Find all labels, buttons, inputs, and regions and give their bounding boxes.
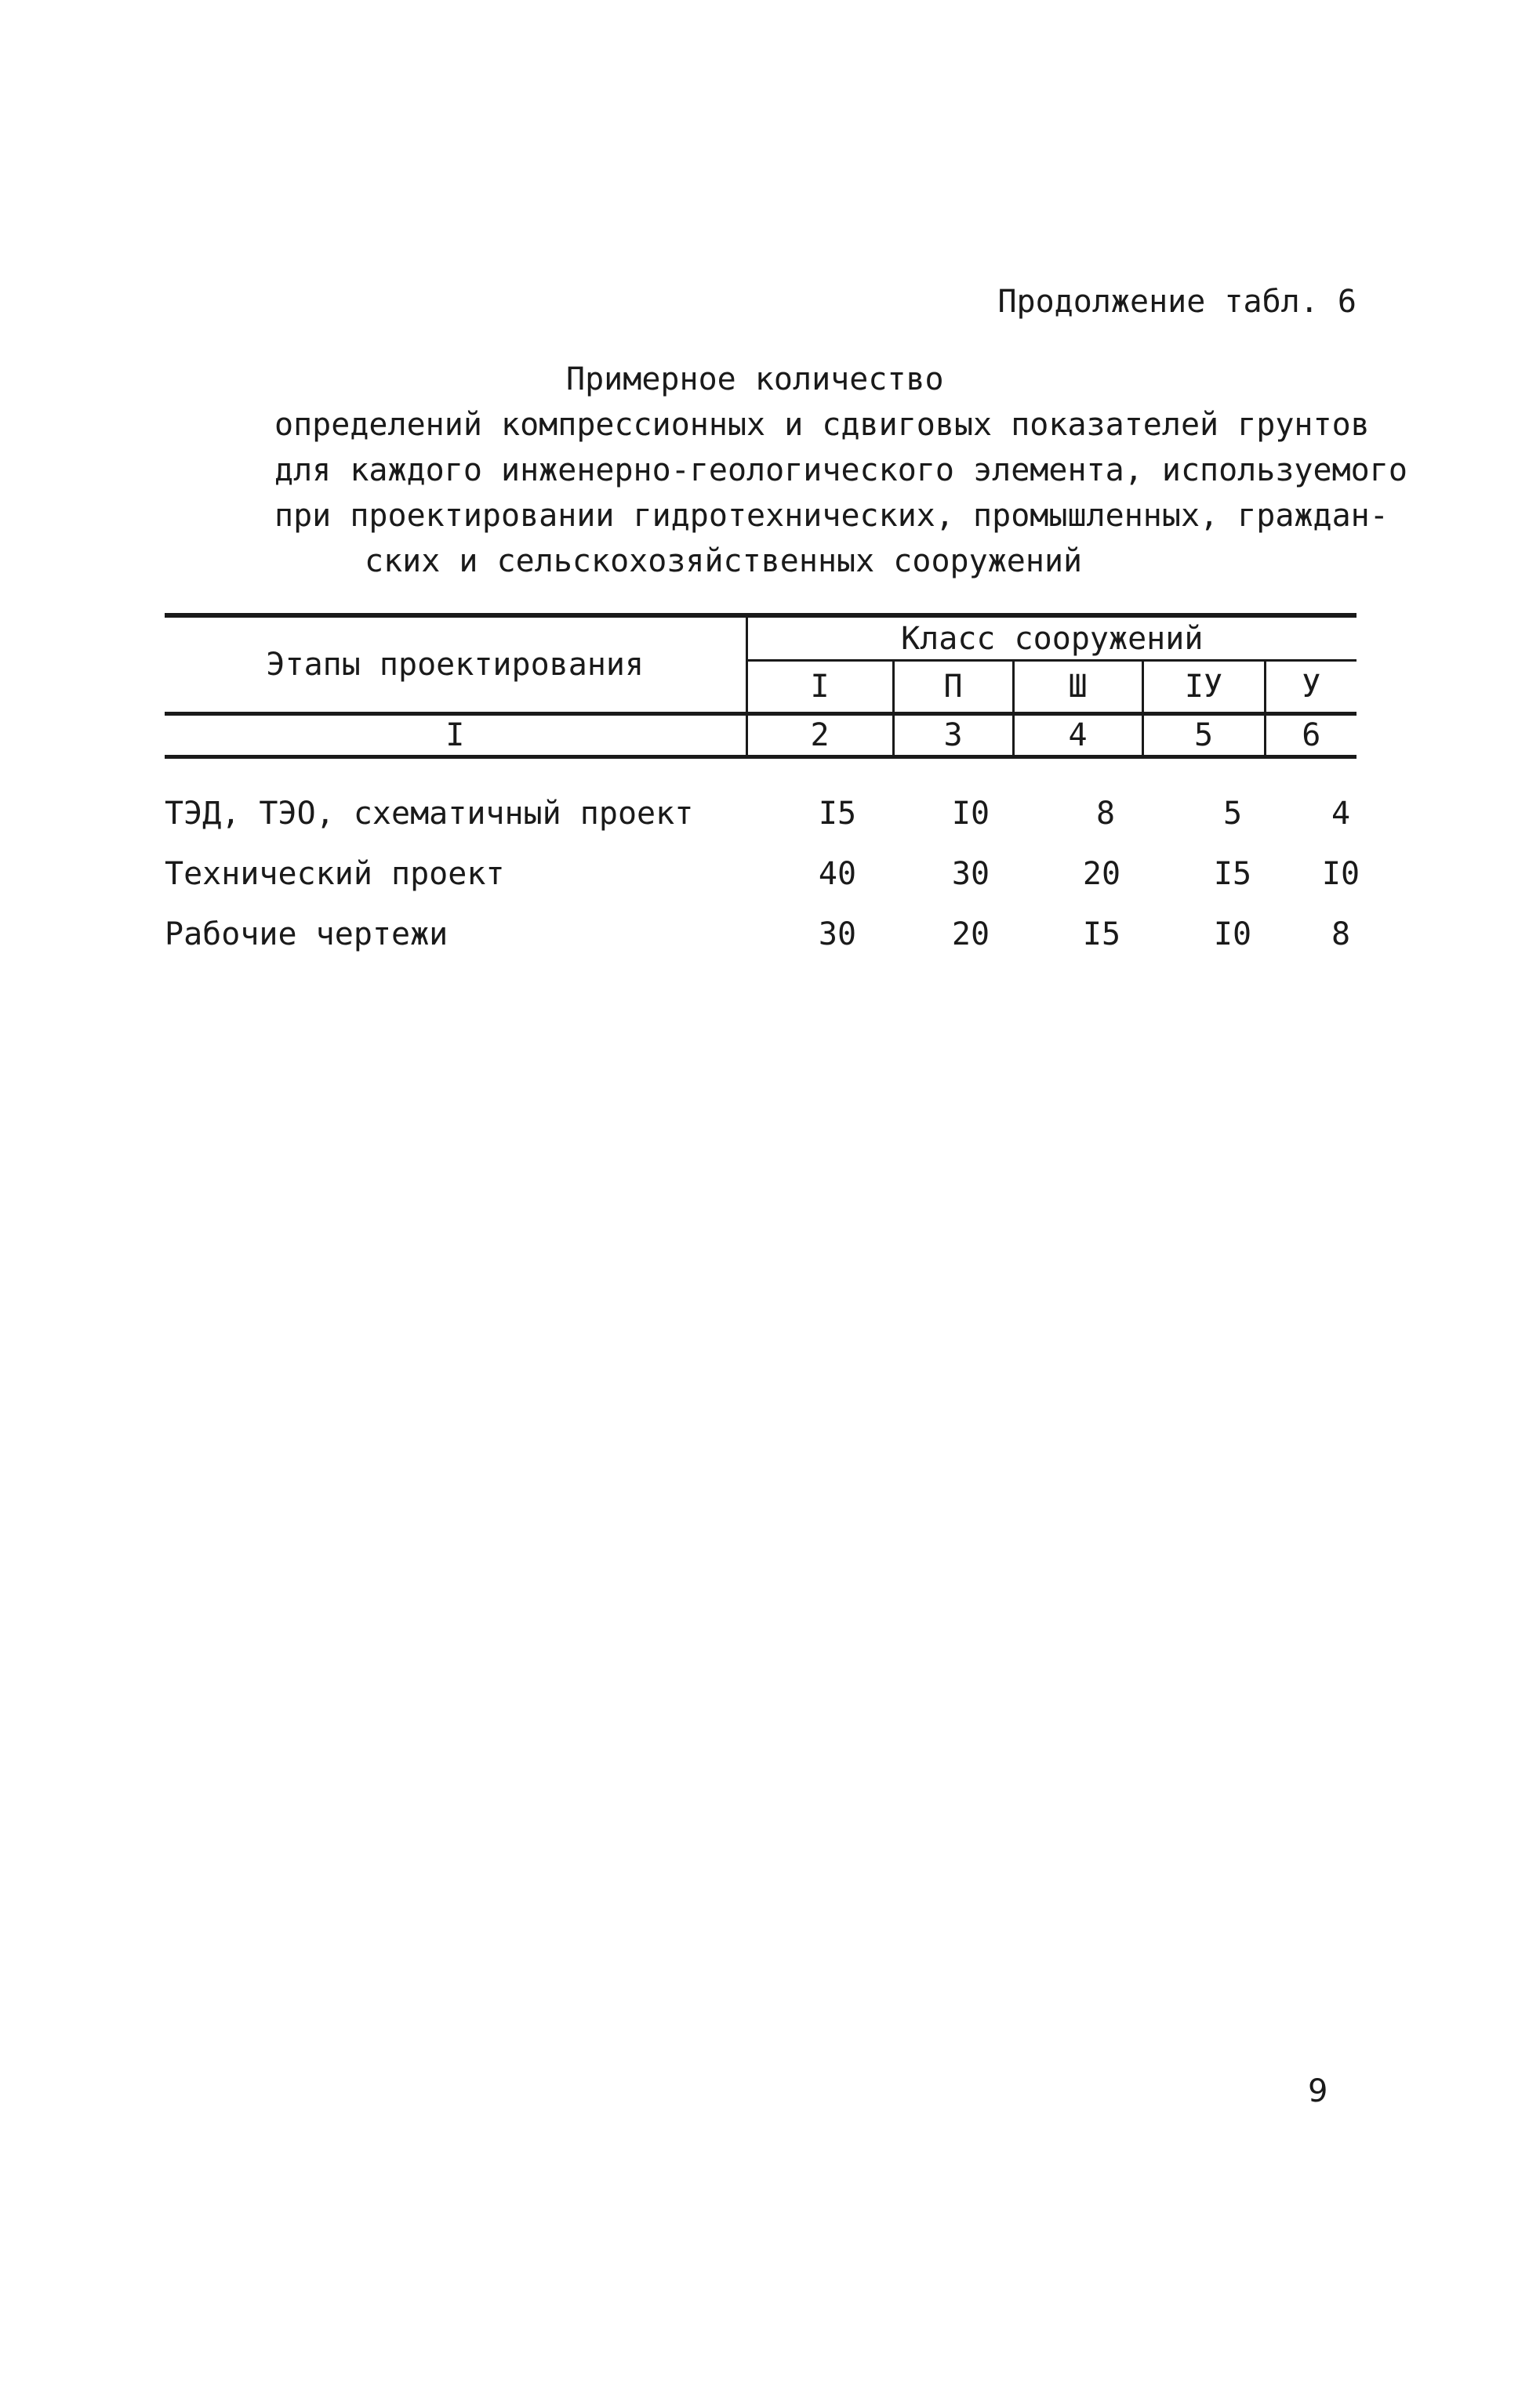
column-number-5: 5 (1142, 714, 1265, 757)
table-heading (267, 357, 1407, 584)
class-header-1: I (746, 661, 893, 714)
table-cell: 4 (1331, 796, 1351, 832)
class-header-3: Ш (1013, 661, 1142, 714)
column-number-6: 6 (1265, 714, 1356, 757)
stage-label: Технический проект (165, 856, 505, 892)
table-row (165, 844, 1360, 905)
table-cell: I0 (1213, 916, 1252, 952)
table-cell: 20 (1082, 856, 1121, 892)
stage-label: ТЭД, ТЭО, схематичный проект (165, 796, 694, 832)
table-cell: I0 (1321, 856, 1360, 892)
stage-label: Рабочие чертежи (165, 916, 449, 952)
table-body (165, 784, 1360, 965)
table-row (165, 784, 1356, 844)
table-cell: 30 (818, 916, 857, 952)
table-cell: I0 (951, 796, 990, 832)
heading-line-3: для каждого инженерно-геологического элемента, используемого (274, 452, 1407, 488)
column-number-1: I (165, 714, 746, 757)
heading-line-2: определений компрессионных и сдвиговых показателей грунтов (274, 407, 1370, 443)
class-column-header: Класс сооружений (746, 615, 1356, 661)
table-cell: I5 (1213, 856, 1252, 892)
table-row (165, 905, 1356, 965)
column-number-4: 4 (1013, 714, 1142, 757)
table-header (165, 613, 1356, 759)
column-number-2: 2 (746, 714, 893, 757)
table-continuation-label: Продолжение табл. 6 (997, 284, 1356, 320)
table-cell: 5 (1222, 796, 1243, 832)
table-cell: 30 (951, 856, 990, 892)
heading-line-4: при проектировании гидротехнических, промышленных, граждан- (274, 498, 1389, 534)
page-number: 9 (1308, 2073, 1328, 2109)
table-cell: I5 (818, 796, 857, 832)
table-cell: 8 (1095, 796, 1116, 832)
column-number-3: 3 (893, 714, 1013, 757)
stages-column-header: Этапы проектирования (165, 615, 746, 714)
class-header-2: П (893, 661, 1013, 714)
heading-line-1: Примерное количество (566, 361, 944, 397)
class-header-4: IУ (1142, 661, 1265, 714)
table-cell: 20 (951, 916, 990, 952)
table-cell: 8 (1331, 916, 1351, 952)
class-header-5: У (1302, 669, 1321, 705)
table-cell: 40 (818, 856, 857, 892)
table-cell: I5 (1082, 916, 1121, 952)
heading-line-5: ских и сельскохозяйственных сооружений (365, 543, 1083, 579)
